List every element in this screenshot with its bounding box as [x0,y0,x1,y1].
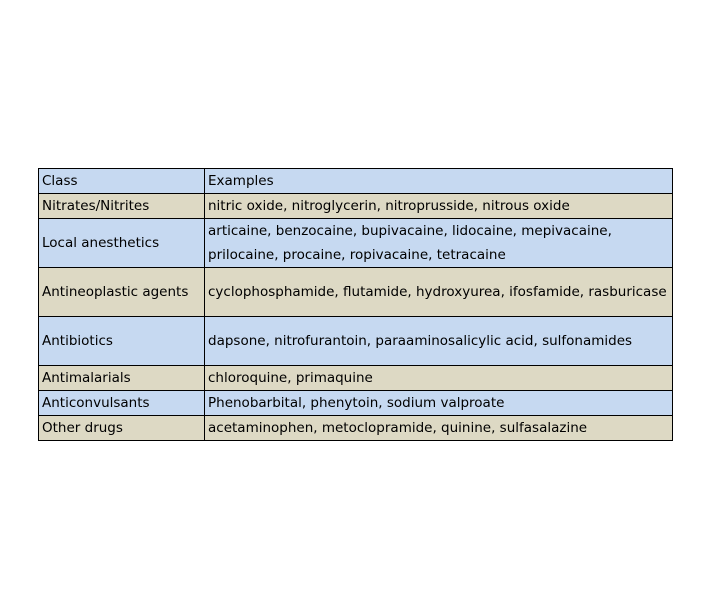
table-row [39,317,673,366]
row-class: Nitrates/Nitrites [39,194,205,219]
table-row [39,219,673,268]
table-header-row [39,169,673,194]
table-row [39,366,673,391]
row-examples: Phenobarbital, phenytoin, sodium valproate [205,391,673,416]
row-examples: acetaminophen, metoclopramide, quinine, sulfasalazine [205,416,673,441]
row-examples: chloroquine, primaquine [205,366,673,391]
row-class: Local anesthetics [39,219,205,268]
row-examples: nitric oxide, nitroglycerin, nitroprusside, nitrous oxide [205,194,673,219]
header-class: Class [39,169,205,194]
header-examples: Examples [205,169,673,194]
row-class: Antibiotics [39,317,205,366]
drug-class-table [38,168,673,441]
row-examples: dapsone, nitrofurantoin, paraaminosalicylic acid, sulfonamides [205,317,673,366]
table-row [39,416,673,441]
row-class: Antineoplastic agents [39,268,205,317]
table-row [39,391,673,416]
row-examples: articaine, benzocaine, bupivacaine, lidocaine, mepivacaine, prilocaine, procaine, ropivacaine, tetracaine [205,219,673,268]
row-examples: cyclophosphamide, flutamide, hydroxyurea, ifosfamide, rasburicase [205,268,673,317]
table-row [39,194,673,219]
row-class: Antimalarials [39,366,205,391]
table-row [39,268,673,317]
row-class: Other drugs [39,416,205,441]
row-class: Anticonvulsants [39,391,205,416]
